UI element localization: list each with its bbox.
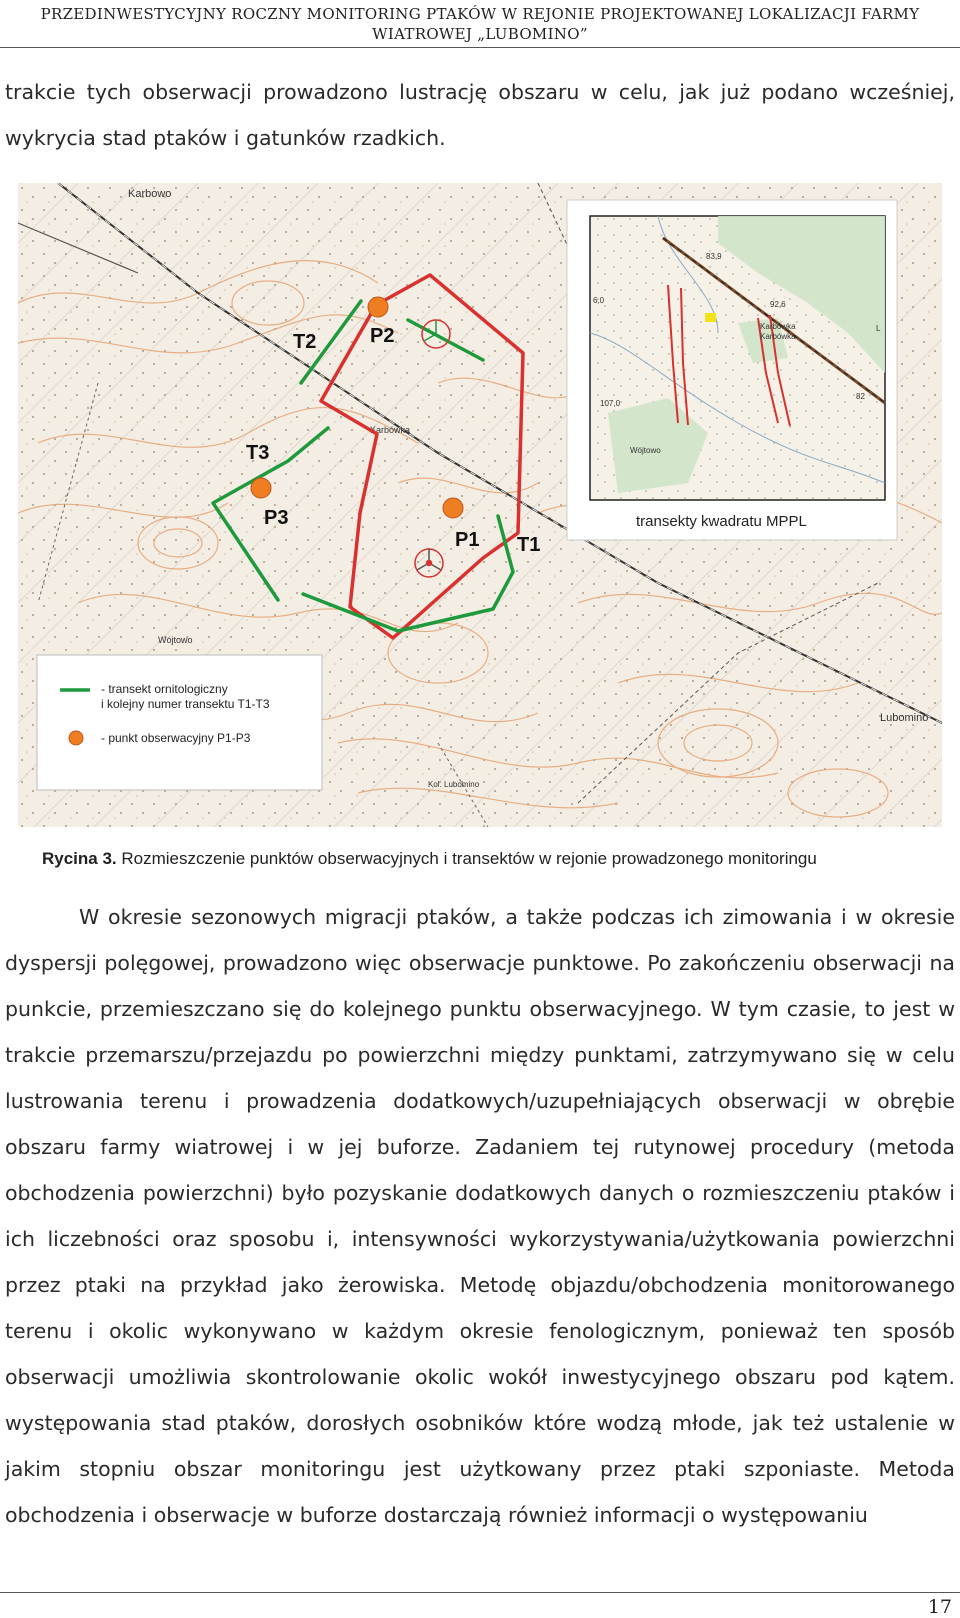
- running-header-line-1: PRZEDINWESTYCYJNY ROCZNY MONITORING PTAKÓW W REJONIE PROJEKTOWANEJ LOKALIZACJI FARMY: [40, 5, 920, 23]
- inset-label-5: 6,0: [593, 296, 605, 305]
- place-label-karbowka: Karbówka: [370, 425, 411, 435]
- legend-point-label: - punkt obserwacyjny P1-P3: [101, 731, 251, 745]
- legend-point-swatch: [69, 731, 83, 745]
- inset-label-8: 82: [856, 392, 865, 401]
- observation-point-p1-marker: [443, 498, 463, 518]
- map-figure: [18, 183, 942, 827]
- inset-label-1: 83,9: [706, 252, 722, 261]
- legend-transect-label-1: - transekt ornitologiczny: [101, 682, 228, 696]
- legend-transect-label-2: i kolejny numer transektu T1-T3: [101, 697, 270, 711]
- place-label-karbowo: Karbowo: [128, 188, 172, 200]
- paragraph-top: trakcie tych obserwacji prowadzono lustrację obszaru w celu, jak już podano wcześniej, wykrycia stad ptaków i gatunków rzadkich.: [5, 80, 955, 150]
- running-header: [0, 4, 960, 44]
- map-legend: [37, 655, 322, 790]
- place-label-wojtowo: Wójtowo: [158, 635, 193, 645]
- inset-label-7: Wójtowo: [630, 446, 661, 455]
- point-label-p1: P1: [455, 529, 480, 551]
- inset-label-2: 92,6: [770, 300, 786, 309]
- map-svg: [18, 183, 942, 827]
- place-label-lubomino: Lubomino: [880, 712, 929, 724]
- transect-label-t3: T3: [246, 442, 270, 464]
- transect-label-t1: T1: [517, 534, 541, 556]
- inset-label-3: Karbówka: [760, 322, 796, 331]
- place-label-kol-lubomino: Kol. Lubomino: [428, 780, 480, 789]
- inset-caption: transekty kwadratu MPPL: [636, 513, 807, 530]
- inset-label-9: L: [876, 324, 881, 333]
- figure-caption-label: Rycina 3.: [42, 849, 117, 868]
- inset-map: [567, 200, 897, 540]
- running-header-line-2: WIATROWEJ „LUBOMINO”: [372, 25, 588, 43]
- figure-caption-text: Rozmieszczenie punktów obserwacyjnych i transektów w rejonie prowadzonego monitoringu: [116, 849, 817, 868]
- inset-highlight-marker: [705, 313, 716, 322]
- inset-label-4: Karbówka: [760, 332, 796, 341]
- point-label-p3: P3: [264, 507, 289, 529]
- observation-point-p3-marker: [251, 478, 271, 498]
- transect-label-t2: T2: [293, 331, 317, 353]
- point-label-p2: P2: [370, 325, 395, 347]
- inset-label-6: 107,0: [600, 399, 621, 408]
- header-divider: [0, 47, 960, 48]
- footer-divider: [0, 1592, 960, 1593]
- observation-point-p2-marker: [368, 297, 388, 317]
- figure-caption: [42, 849, 817, 869]
- paragraph-main: W okresie sezonowych migracji ptaków, a także podczas ich zimowania i w okresie dyspersji polęgowej, prowadzono więc obserwacje punktowe. Po zakończeniu obserwacji na punkcie, przemieszczano się do kolejnego punktu obserwacyjnego. W tym czasie, to jest w trakcie przemarszu/przejazdu po powierzchni między punktami, zatrzymywano się w celu lustrowania terenu i prowadzenia dodatkowych/uzupełniających obserwacji w obrębie obszaru farmy wiatrowej i w jej buforze. Zadaniem tej rutynowej procedury (metoda obchodzenia powierzchni) było pozyskanie dodatkowych danych o rozmieszczeniu ptaków i ich liczebności oraz sposobu i, intensywności wykorzystywania/użytkowania powierzchni przez ptaki na przykład jako żerowiska. Metodę objazdu/obchodzenia monitorowanego terenu i okolic wykonywano w każdym okresie fenologicznym, ponieważ ten sposób obserwacji umożliwia skontrolowanie okolic wokół inwestycyjnego obszaru pod kątem. występowania stad ptaków, dorosłych osobników które wodzą młode, jak też ustalenie w jakim stopniu obszar monitoringu jest użytkowany przez ptaki szponiaste. Metoda obchodzenia i obserwacje w buforze dostarczają również informacji o występowaniu: [5, 905, 955, 1527]
- page-number: 17: [927, 1596, 952, 1618]
